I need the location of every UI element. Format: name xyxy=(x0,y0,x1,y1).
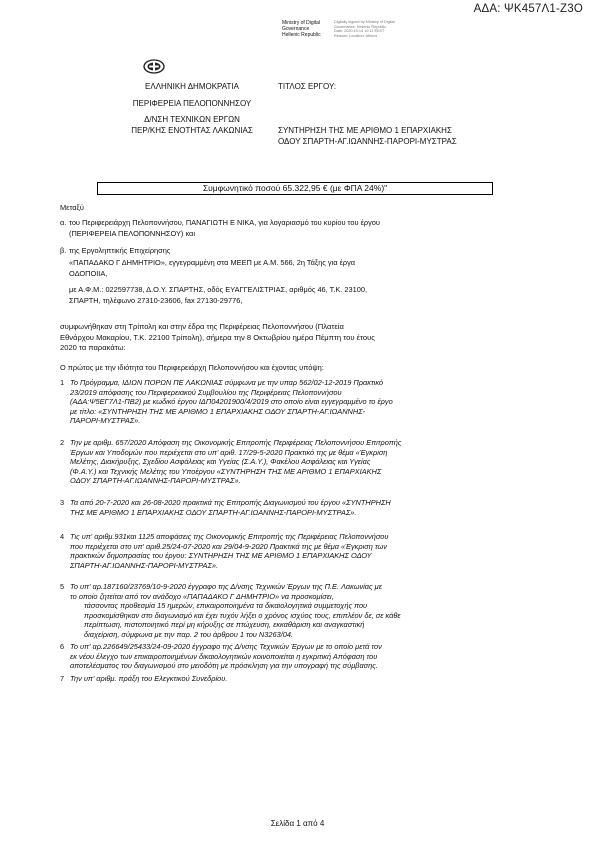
header-country: ΕΛΛΗΝΙΚΗ ΔΗΜΟΚΡΑΤΙΑ xyxy=(145,82,239,91)
party-b-marker: β. xyxy=(60,246,67,255)
between-label: Μεταξύ xyxy=(60,203,84,212)
item-text xyxy=(70,498,391,517)
item-line: εκ νέου έλεγχο των επικαιροποιημένων δικαιολογητικών κοινοποιείται η εγκριτική Απόφαση του xyxy=(70,651,378,661)
signature-details: Digitally signed by Ministry of Digital Governance, Hellenic Republic Date: 2020.10.14 10:11 EEST Reason: Location: Athens xyxy=(334,20,395,38)
item-line: ΟΔΟΥ ΣΠΑΡΤΗ-ΑΓ.ΙΩΑΝΝΗΣ-ΠΑΡΟΡΙ-ΜΥΣΤΡΑΣ». xyxy=(70,476,241,486)
party-b-line: «ΠΑΠΑΔΑΚΟ Γ ΔΗΜΗΤΡΙΟ», εγγεγραμμένη στα ΜΕΕΠ με Α.Μ. 566, 2η Τάξης για έργα xyxy=(69,258,356,267)
item-line: Τις υπ' αριθμ.931και 1125 αποφάσεις της Οικονομικής Επιτροπής της Περιφέρειας Πελοποννήσου xyxy=(70,532,389,541)
item-line: 23/2019 απόφασης του Περιφερειακού Συμβουλίου της Περιφέρειας Πελοποννήσου xyxy=(70,387,342,397)
item-line: πρακτικών δημοπρασίας του έργου: ΣΥΝΤΗΡΗΣΗ ΤΗΣ ΜΕ ΑΡΙΘΜΟ 1 ΕΠΑΡΧΙΑΚΗΣ ΟΔΟΥ xyxy=(70,551,372,561)
signature-line: Governance xyxy=(282,26,310,32)
agreement-line: συμφωνήθηκαν στη Τρίπολη και στην έδρα της Περιφέρειας Πελοποννήσου (Πλατεία xyxy=(60,322,344,331)
item-line: Την υπ' αριθμ. πράξη του Ελεγκτικού Συνεδρίου. xyxy=(70,674,228,683)
item-number: 7 xyxy=(60,674,65,683)
item-line: ΠΑΡΟΡΙ-ΜΥΣΤΡΑΣ». xyxy=(70,416,141,426)
item-number: 4 xyxy=(60,532,65,541)
party-b-line: της Εργοληπτικής Επιχείρησης xyxy=(69,246,171,255)
item-number: 3 xyxy=(60,498,65,507)
item-line: Το υπ' αρ.187160/23769/10-9-2020 έγγραφο της Δ/νσης Τεχνικών Έργων της Π.Ε. Λακωνίας με xyxy=(70,582,382,591)
agreement-paragraph xyxy=(60,322,510,354)
list-item xyxy=(60,498,512,532)
page-footer: Σελίδα 1 από 4 xyxy=(270,819,325,828)
party-b-line: ΟΔΟΠΟΙΙΑ, xyxy=(69,269,108,278)
item-line: Μελέτης, Διακήρυξης, Σχεδίου Ασφάλειας και Υγείας (Σ.Α.Υ.), Φακέλου Ασφάλειας και Υγείας xyxy=(70,457,371,467)
item-number: 5 xyxy=(60,582,65,591)
signature-line: Hellenic Republic xyxy=(282,32,321,38)
agreement-line: 2020 τα παρακάτω: xyxy=(60,343,126,352)
item-line: το οποίο ζητείται από τον ανάδοχο «ΠΑΠΑΔΑΚΟ Γ ΔΗΜΗΤΡΙΟ» να προσκομίσει, xyxy=(70,591,334,601)
item-line: (Φ.Α.Υ.) και Τεχνικής Μελέτης του Υποέργου «ΣΥΝΤΗΡΗΣΗ ΤΗΣ ΜΕ ΑΡΙΘΜΟ 1 ΕΠΑΡΧΙΑΚΗΣ xyxy=(70,466,382,476)
project-title-line: ΟΔΟΥ ΣΠΑΡΤΗ-ΑΓ.ΙΩΑΝΝΗΣ-ΠΑΡΟΡΙ-ΜΥΣΤΡΑΣ xyxy=(278,137,457,146)
list-item xyxy=(60,438,512,498)
party-a-marker: α. xyxy=(60,218,67,227)
item-line: διαχείριση, σύμφωνα με την παρ. 2 του άρθρου 1 του Ν3263/04. xyxy=(84,629,294,639)
item-line: ΤΗΣ ΜΕ ΑΡΙΘΜΟ 1 ΕΠΑΡΧΙΑΚΗΣ ΟΔΟΥ ΣΠΑΡΤΗ-ΑΓ.ΙΩΑΝΝΗΣ-ΠΑΡΟΡΙ-ΜΥΣΤΡΑΣ». xyxy=(70,507,357,517)
item-line: Έργων και Υποδομών που περιέχεται στο υπ' αριθ. 17/29-5-2020 Πρακτικό της με θέμα «Έγκριση xyxy=(70,447,388,457)
item-line: ΣΠΑΡΤΗ-ΑΓ.ΙΩΑΝΝΗΣ-ΠΑΡΟΡΙ-ΜΥΣΤΡΑΣ». xyxy=(70,560,219,570)
hellenic-republic-emblem-icon xyxy=(143,59,165,74)
party-a-line: του Περιφερειάρχη Πελοποννήσου, ΠΑΝΑΓΙΩΤΗ Ε ΝΙΚΑ, για λογαριασμό του κυρίου του έργου xyxy=(69,218,380,227)
header-directorate: Δ/ΝΣΗ ΤΕΧΝΙΚΩΝ ΕΡΓΩΝ xyxy=(144,115,240,124)
item-line: (ΑΔΑ:Ψ5ΕΓ7Λ1-ΠΒ2) με κωδικό έργου ΙΔΠ04201900/4/2019 στο οποίο είναι εγγεγραμμένο το έργο xyxy=(70,397,393,407)
party-a-line: (ΠΕΡΙΦΕΡΕΙΑ ΠΕΛΟΠΟΝΝΗΣΟΥ) και xyxy=(69,229,195,238)
item-line: περίπτωση, πιστοποιητικό περί μη κήρυξης σε πτώχευση, εκκαθάριση και αναγκαστική xyxy=(84,620,365,630)
list-item xyxy=(60,378,512,438)
item-line: Το Πρόγραμμα, ΙΔΙΩΝ ΠΟΡΩΝ ΠΕ ΛΑΚΩΝΙΑΣ σύμφωνα με την υπαρ 562/02-12-2019 Πρακτικό xyxy=(70,378,384,387)
item-text xyxy=(70,642,382,671)
list-item xyxy=(60,674,512,686)
party-b-line: ΣΠΑΡΤΗ, τηλέφωνο 27310-23606, fax 27130-29776, xyxy=(69,296,243,305)
contract-amount-box xyxy=(97,182,493,195)
party-b-line: με Α.Φ.Μ.: 022597738, Δ.Ο.Υ. ΣΠΑΡΤΗΣ, οδός ΕΥΑΓΓΕΛΙΣΤΡΙΑΣ, αριθμός 46, Τ.Κ. 23100, xyxy=(69,285,368,294)
considerations-list xyxy=(60,378,512,686)
item-number: 1 xyxy=(60,378,65,387)
list-item xyxy=(60,582,512,642)
item-text xyxy=(70,674,227,684)
item-line: Την με αριθμ. 657/2020 Απόφαση της Οικονομικής Επιτροπής Περιφέρειας Πελοποννήσου Επιτροπής xyxy=(70,438,402,447)
project-title-label: ΤΙΤΛΟΣ ΕΡΓΟΥ: xyxy=(278,82,337,91)
item-line: με τίτλο: «ΣΥΝΤΗΡΗΣΗ ΤΗΣ ΜΕ ΑΡΙΘΜΟ 1 ΕΠΑΡΧΙΑΚΗΣ ΟΔΟΥ ΣΠΑΡΤΗ-ΑΓ.ΙΩΑΝΝΗΣ- xyxy=(70,406,366,416)
ada-code: ΑΔΑ: ΨΚ457Λ1-Ζ3Ο xyxy=(473,3,583,15)
item-line: τάσσοντας προθεσμία 15 ημερών, επικαιροποιημένα τα δικαιολογητικά συμμετοχής που xyxy=(84,601,368,611)
item-text xyxy=(70,378,393,426)
agreement-line: Εθνάρχου Μακαρίου, Τ.Κ. 22100 Τρίπολη), σήμερα την 8 Οκτωβρίου ημέρα Πέμπτη του έτους xyxy=(60,332,375,342)
project-title-line: ΣΥΝΤΗΡΗΣΗ ΤΗΣ ΜΕ ΑΡΙΘΜΟ 1 ΕΠΑΡΧΙΑΚΗΣ xyxy=(278,126,452,135)
item-number: 6 xyxy=(60,642,65,651)
item-line: Τα από 20-7-2020 και 26-08-2020 πρακτικά της Επιτροπής Διαγωνισμού του έργου «ΣΥΝΤΗΡΗΣΗ xyxy=(70,498,391,507)
item-line: που περιέχεται στο υπ' αριθ.25/24-07-2020 και 29/04-9-2020 Πρακτικά της με θέμα «Έγκριση των xyxy=(70,541,387,551)
list-item xyxy=(60,532,512,582)
item-text xyxy=(70,582,401,640)
item-text xyxy=(70,438,401,486)
list-item xyxy=(60,642,512,674)
first-party-intro: Ο πρώτος με την ιδιότητα του Περιφερειάρχη Πελοποννήσου και έχοντας υπόψη: xyxy=(60,363,324,372)
signature-line: Ministry of Digital xyxy=(282,20,321,26)
contract-amount: Συμφωνητικό ποσού 65.322,95 € (με ΦΠΑ 24%)" xyxy=(202,183,388,193)
item-line: προσκομίσθηκαν στο διαγωνισμό και έχει τυχόν λήξει ο χρόνος ισχύος τους, επιπλέον δε, σε κάθε xyxy=(84,610,401,620)
item-text xyxy=(70,532,388,570)
digital-signature-stamp xyxy=(282,20,395,38)
item-line: αποτελέσματος του διαγωνισμού στο μειοδότη με πρόσκληση για την υπογραφή της σύμβασης. xyxy=(70,661,378,671)
item-line: Το υπ' αρ.226649/25433/24-09-2020 έγγραφο της Δ/νσης Τεχνικών Έργων με το οποίο μετά τον xyxy=(70,642,382,651)
item-number: 2 xyxy=(60,438,65,447)
header-regional-unit: ΠΕΡ/ΚΗΣ ΕΝΟΤΗΤΑΣ ΛΑΚΩΝΙΑΣ xyxy=(131,126,253,135)
header-region: ΠΕΡΙΦΕΡΕΙΑ ΠΕΛΟΠΟΝΝΗΣΟΥ xyxy=(132,99,252,108)
